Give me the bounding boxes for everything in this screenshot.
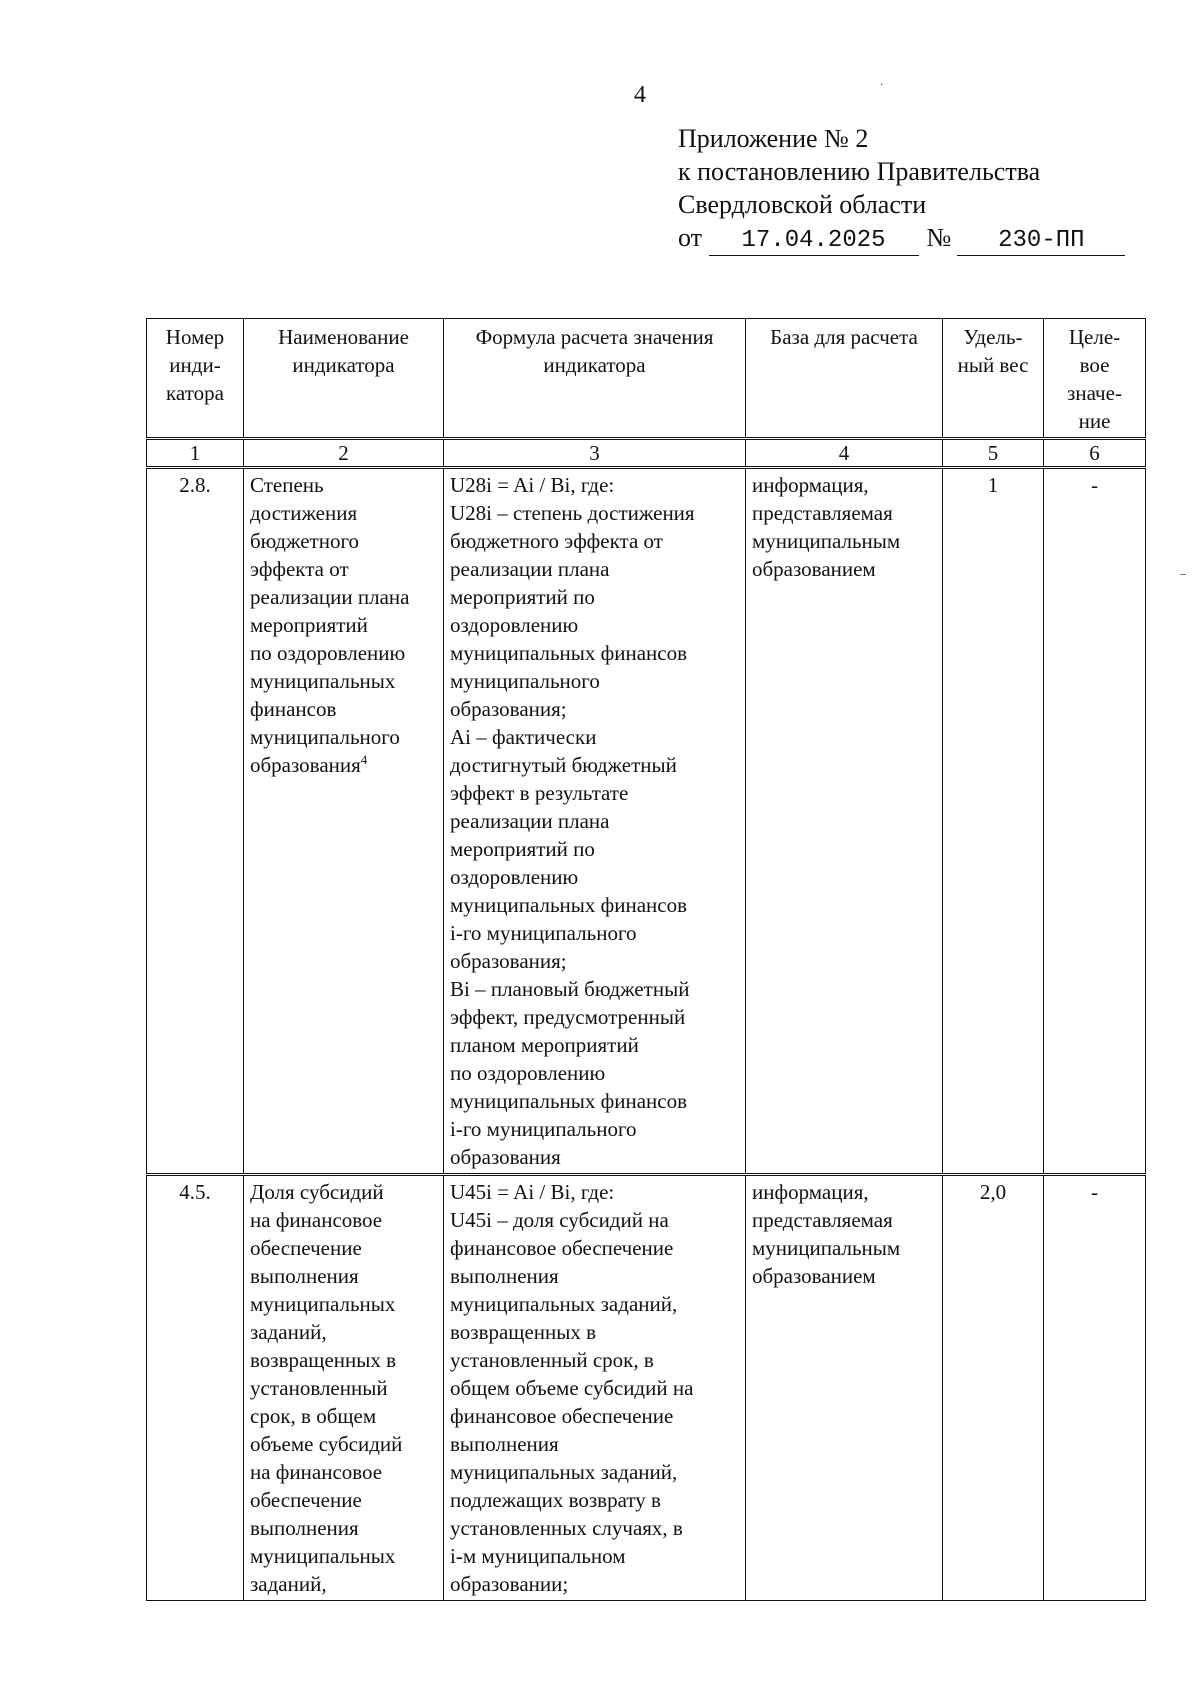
formula-line: муниципального — [450, 669, 600, 693]
formula-line: образования — [450, 1145, 561, 1169]
column-number: 6 — [1044, 439, 1146, 468]
header-line: ный вес — [957, 353, 1029, 377]
name-line: по оздоровлению — [250, 641, 406, 665]
base-line: образованием — [752, 557, 876, 581]
formula-line: выполнения — [450, 1432, 559, 1456]
formula-line: U28i – степень достижения — [450, 501, 695, 525]
name-line: финансов — [250, 697, 337, 721]
formula-line: общем объеме субсидий на — [450, 1376, 694, 1400]
formula-line: установленный срок, в — [450, 1348, 654, 1372]
page-number: 4 — [634, 82, 646, 108]
appendix-resolution: к постановлению Правительства — [678, 157, 1041, 186]
name-line: образования$^4$ — [250, 752, 368, 777]
header-line: Удель- — [963, 325, 1023, 349]
base-line: муниципальным — [752, 529, 901, 553]
formula-line: мероприятий по — [450, 837, 595, 861]
formula-line: i-м муниципальном — [450, 1544, 626, 1568]
name-line: достижения — [250, 501, 358, 525]
header-base — [746, 319, 943, 439]
formula-line: по оздоровлению — [450, 1061, 606, 1085]
indicator-target: - — [1044, 1175, 1146, 1601]
header-line: катора — [166, 381, 224, 405]
name-line: муниципальных — [250, 1544, 396, 1568]
indicator-name — [244, 1175, 444, 1601]
name-line: Доля субсидий — [250, 1180, 384, 1204]
column-number: 5 — [943, 439, 1044, 468]
indicator-target: - — [1044, 468, 1146, 1175]
name-line: заданий, — [250, 1572, 327, 1596]
formula-line: бюджетного эффекта от — [450, 529, 663, 553]
indicator-base — [746, 1175, 943, 1601]
appendix-title: Приложение № 2 — [678, 124, 869, 153]
header-formula — [444, 319, 746, 439]
formula-line: эффект в результате — [450, 781, 629, 805]
formula-line: возвращенных в — [450, 1320, 597, 1344]
header-weight — [943, 319, 1044, 439]
header-line: значе- — [1067, 381, 1122, 405]
name-line: бюджетного — [250, 529, 360, 553]
formula-line: Bi – плановый бюджетный — [450, 977, 690, 1001]
header-number — [147, 319, 244, 439]
header-line: вое — [1079, 353, 1110, 377]
indicator-formula — [444, 1175, 746, 1601]
indicator-base — [746, 468, 943, 1175]
formula-line: муниципальных заданий, — [450, 1292, 678, 1316]
formula-line: U45i = Ai / Bi, где: — [450, 1180, 615, 1204]
name-line: на финансовое — [250, 1208, 383, 1232]
appendix-region: Свердловской области — [678, 190, 927, 219]
from-label: от — [678, 223, 703, 252]
name-line: выполнения — [250, 1516, 359, 1540]
name-line: мероприятий — [250, 613, 368, 637]
header-line: База для расчета — [770, 325, 918, 349]
indicator-name — [244, 468, 444, 1175]
formula-line: мероприятий по — [450, 585, 595, 609]
formula-line: установленных случаях, в — [450, 1516, 683, 1540]
header-line: Наименование — [278, 325, 409, 349]
formula-line: образовании; — [450, 1572, 569, 1596]
formula-line: муниципальных заданий, — [450, 1460, 678, 1484]
column-number: 1 — [147, 439, 244, 468]
formula-line: финансовое обеспечение — [450, 1236, 674, 1260]
formula-line: финансовое обеспечение — [450, 1404, 674, 1428]
base-line: образованием — [752, 1264, 876, 1288]
name-line: возвращенных в — [250, 1348, 397, 1372]
header-line: ние — [1078, 409, 1111, 433]
base-line: информация, — [752, 473, 869, 497]
column-number: 2 — [244, 439, 444, 468]
column-numbers-row — [147, 439, 1146, 468]
name-line: установленный — [250, 1376, 388, 1400]
base-line: муниципальным — [752, 1236, 901, 1260]
indicator-number: 4.5. — [147, 1175, 244, 1601]
name-line: эффекта от — [250, 557, 349, 581]
number-label: № — [926, 223, 952, 252]
formula-line: U28i = Ai / Bi, где: — [450, 473, 615, 497]
name-line: муниципальных — [250, 1292, 396, 1316]
formula-line: i-го муниципального — [450, 921, 637, 945]
name-line: объеме субсидий — [250, 1432, 403, 1456]
scan-dot: · — [880, 80, 884, 91]
header-line: Целе- — [1068, 325, 1121, 349]
base-line: информация, — [752, 1180, 869, 1204]
scan-mark — [1180, 574, 1186, 575]
header-line: индикатора — [292, 353, 395, 377]
formula-line: образования; — [450, 949, 567, 973]
name-line: Степень — [250, 473, 324, 497]
formula-line: выполнения — [450, 1264, 559, 1288]
name-line: реализации плана — [250, 585, 410, 609]
header-name — [244, 319, 444, 439]
base-line: представляемая — [752, 501, 893, 525]
formula-line: планом мероприятий — [450, 1033, 639, 1057]
table-row — [147, 468, 1146, 1175]
formula-line: реализации плана — [450, 557, 610, 581]
name-line: обеспечение — [250, 1236, 362, 1260]
indicator-weight: 2,0 — [943, 1175, 1044, 1601]
order-number: 230-ПП — [957, 227, 1125, 256]
formula-line: подлежащих возврату в — [450, 1488, 661, 1512]
name-line: муниципального — [250, 725, 400, 749]
formula-line: муниципальных финансов — [450, 641, 688, 665]
formula-line: достигнутый бюджетный — [450, 753, 677, 777]
order-date: 17.04.2025 — [709, 227, 919, 256]
table-row — [147, 1175, 1146, 1601]
formula-line: оздоровлению — [450, 613, 579, 637]
formula-line: i-го муниципального — [450, 1117, 637, 1141]
header-line: Формула расчета значения — [475, 325, 714, 349]
indicator-formula — [444, 468, 746, 1175]
header-line: Номер — [165, 325, 225, 349]
formula-line: реализации плана — [450, 809, 610, 833]
formula-line: Ai – фактически — [450, 725, 597, 749]
header-target — [1044, 319, 1146, 439]
header-line: индикатора — [543, 353, 646, 377]
formula-line: оздоровлению — [450, 865, 579, 889]
formula-line: муниципальных финансов — [450, 1089, 688, 1113]
name-line: заданий, — [250, 1320, 327, 1344]
formula-line: эффект, предусмотренный — [450, 1005, 686, 1029]
formula-line: образования; — [450, 697, 567, 721]
base-line: представляемая — [752, 1208, 893, 1232]
header-line: инди- — [169, 353, 221, 377]
name-line: срок, в общем — [250, 1404, 377, 1428]
column-number: 3 — [444, 439, 746, 468]
indicator-weight: 1 — [943, 468, 1044, 1175]
formula-line: U45i – доля субсидий на — [450, 1208, 669, 1232]
footnote-marker: 4 — [360, 752, 368, 767]
name-line: на финансовое — [250, 1460, 383, 1484]
header-row — [147, 319, 1146, 439]
indicator-number: 2.8. — [147, 468, 244, 1175]
column-number: 4 — [746, 439, 943, 468]
name-line: выполнения — [250, 1264, 359, 1288]
name-line: обеспечение — [250, 1488, 362, 1512]
name-line: муниципальных — [250, 669, 396, 693]
formula-line: муниципальных финансов — [450, 893, 688, 917]
appendix-header — [678, 122, 1125, 256]
indicators-table — [146, 318, 1146, 1601]
appendix-order-line — [678, 221, 1125, 256]
